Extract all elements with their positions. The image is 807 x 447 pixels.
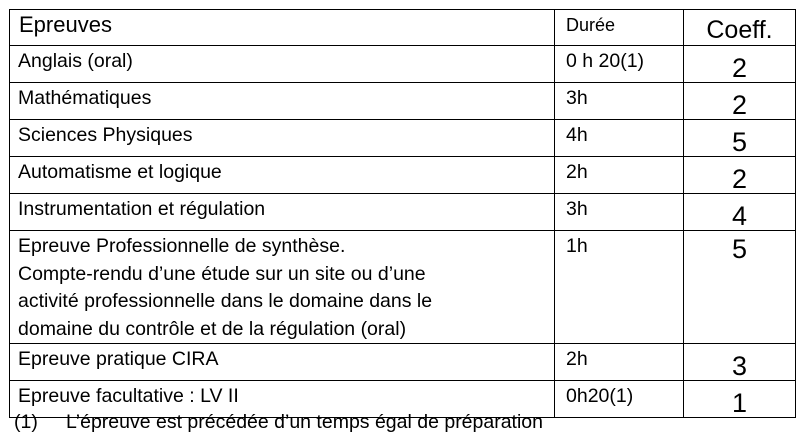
epreuve-duree: 3h [555, 83, 684, 120]
table-row [10, 194, 796, 231]
epreuve-coeff: 4 [684, 194, 796, 231]
epreuve-name: Sciences Physiques [10, 120, 555, 157]
epreuve-coeff: 2 [684, 157, 796, 194]
table-row [10, 83, 796, 120]
epreuve-duree: 0 h 20(1) [555, 46, 684, 83]
epreuve-coeff: 1 [684, 381, 796, 418]
epreuve-coeff: 2 [684, 83, 796, 120]
epreuve-coeff: 3 [684, 344, 796, 381]
epreuve-name: Automatisme et logique [10, 157, 555, 194]
epreuve-coeff: 5 [684, 231, 796, 344]
epreuve-name: Instrumentation et régulation [10, 194, 555, 231]
header-epreuves: Epreuves [10, 10, 555, 46]
epreuve-coeff: 5 [684, 120, 796, 157]
table-row [10, 120, 796, 157]
epreuve-duree: 1h [555, 231, 684, 344]
epreuve-name-line: Compte-rendu d’une étude sur un site ou d’une [18, 262, 426, 285]
epreuve-name-line: Epreuve Professionnelle de synthèse. [18, 235, 346, 257]
epreuve-duree: 2h [555, 157, 684, 194]
epreuve-name: Epreuve pratique CIRA [10, 344, 555, 381]
epreuve-coeff: 2 [684, 46, 796, 83]
epreuve-duree: 0h20(1) [555, 381, 684, 418]
epreuve-name: Epreuve facultative : LV II [10, 381, 555, 418]
table-header-row [10, 10, 796, 46]
epreuve-duree: 4h [555, 120, 684, 157]
epreuve-name: Anglais (oral) [10, 46, 555, 83]
table-row [10, 157, 796, 194]
table-row [10, 46, 796, 83]
table-row [10, 344, 796, 381]
table-row [10, 231, 796, 344]
header-duree: Durée [555, 10, 684, 46]
epreuve-name-multiline [10, 231, 555, 344]
exam-table [9, 9, 796, 418]
epreuve-name-line: activité professionnelle dans le domaine dans le [18, 290, 433, 312]
epreuve-name: Mathématiques [10, 83, 555, 120]
epreuve-name-line: domaine du contrôle et de la régulation (oral) [18, 317, 407, 340]
epreuve-duree: 2h [555, 344, 684, 381]
header-coeff: Coeff. [684, 10, 796, 46]
epreuve-duree: 3h [555, 194, 684, 231]
footnote-text: L’épreuve est précédée d’un temps égal de préparation [66, 411, 543, 433]
footnote [14, 410, 543, 434]
footnote-marker: (1) [14, 411, 38, 433]
